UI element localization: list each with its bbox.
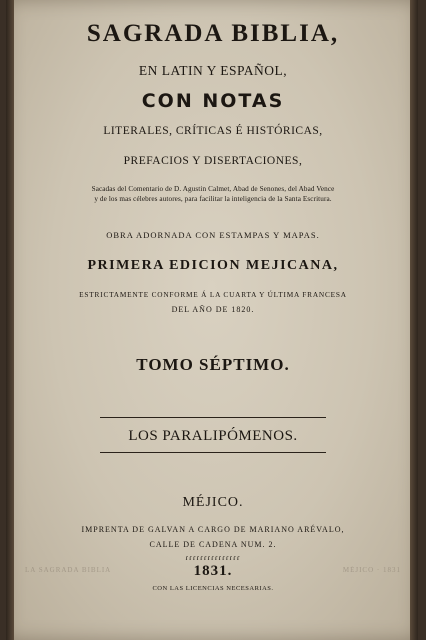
bleed-through-text-left: LA SAGRADA BIBLIA xyxy=(25,566,112,574)
edition-conformity: ESTRICTAMENTE CONFORME Á LA CUARTA Y ÚLTIMA FRANCESA xyxy=(79,290,347,299)
licenses-note: CON LAS LICENCIAS NECESARIAS. xyxy=(152,585,274,592)
notes-heading: CON NOTAS xyxy=(141,90,285,112)
edition-year: DEL AÑO DE 1820. xyxy=(171,305,255,314)
book-title: SAGRADA BIBLIA, xyxy=(86,20,340,47)
language-subtitle: EN LATIN Y ESPAÑOL, xyxy=(138,63,288,78)
printer-address: CALLE DE CADENA NUM. 2. xyxy=(149,540,277,549)
book-section-title: LOS PARALIPÓMENOS. xyxy=(128,428,298,444)
divider-bottom xyxy=(100,452,326,453)
bleed-through-text-right: MÉJICO · 1831 xyxy=(342,566,401,574)
ornamental-separator: ɾɾɾɾɾɾɾɾɾɾɾɾɾɾɾ xyxy=(185,553,241,562)
source-note-line-1: Sacadas del Comentario de D. Agustin Calmet, Abad de Senones, del Abad Vence xyxy=(91,185,335,193)
volume-title: TOMO SÉPTIMO. xyxy=(136,355,290,374)
publication-year: 1831. xyxy=(193,563,233,579)
divider-top xyxy=(100,417,326,418)
source-note-line-2: y de los mas célebres autores, para facilitar la inteligencia de la Santa Escritura. xyxy=(94,195,332,203)
notes-description: LITERALES, CRÍTICAS É HISTÓRICAS, xyxy=(103,125,323,137)
printer-line: IMPRENTA DE GALVAN A CARGO DE MARIANO ARÉVALO, xyxy=(81,525,345,534)
edition-line: PRIMERA EDICION MEJICANA, xyxy=(87,258,339,273)
place-of-publication: MÉJICO. xyxy=(182,495,244,510)
illustrations-note: OBRA ADORNADA CON ESTAMPAS Y MAPAS. xyxy=(106,230,320,240)
prefaces-line: PREFACIOS Y DISERTACIONES, xyxy=(123,155,303,167)
